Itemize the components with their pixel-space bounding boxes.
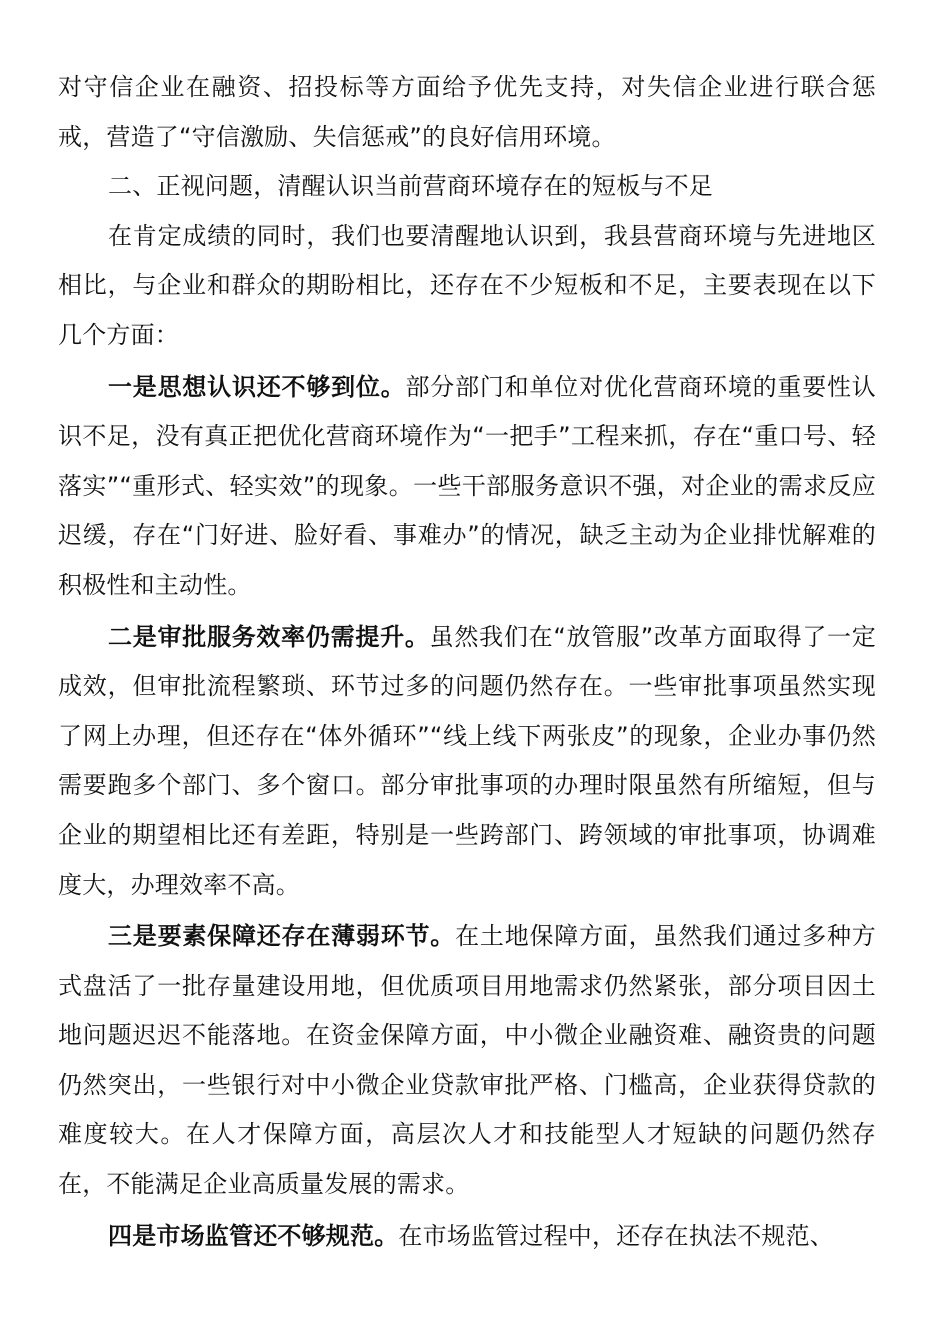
section-heading [58, 162, 876, 212]
paragraph-text: 在市场监管过程中，还存在执法不规范、 [398, 1221, 835, 1250]
paragraph-point-1 [58, 363, 876, 611]
paragraph-text: 在土地保障方面，虽然我们通过多种方式盘活了一批存量建设用地，但优质项目用地需求仍然紧张，部分项目因土地问题迟迟不能落地。在资金保障方面，中小微企业融资难、融资贵的问题仍然突出，一些银行对中小微企业贷款审批严格、门槛高，企业获得贷款的难度较大。在人才保障方面，高层次人才和技能型人才短缺的问题仍然存在，不能满足企业高质量发展的需求。 [58, 922, 876, 1199]
paragraph-point-3 [58, 912, 876, 1210]
point-lead: 二是审批服务效率仍需提升。 [108, 622, 430, 651]
paragraph-intro [58, 212, 876, 361]
paragraph-text: 在肯定成绩的同时，我们也要清醒地认识到，我县营商环境与先进地区相比，与企业和群众的期盼相比，还存在不少短板和不足，主要表现在以下几个方面： [58, 221, 876, 349]
paragraph-credit-environment [58, 63, 876, 162]
point-lead: 四是市场监管还不够规范。 [108, 1221, 399, 1250]
paragraph-text: 虽然我们在“放管服”改革方面取得了一定成效，但审批流程繁琐、环节过多的问题仍然存在。一些审批事项虽然实现了网上办理，但还存在“体外循环”“线上线下两张皮”的现象，企业办事仍然需要跑多个部门、多个窗口。部分审批事项的办理时限虽然有所缩短，但与企业的期望相比还有差距，特别是一些跨部门、跨领域的审批事项，协调难度大，办理效率不高。 [58, 622, 876, 899]
point-lead: 一是思想认识还不够到位。 [108, 372, 406, 401]
paragraph-text: 对守信企业在融资、招投标等方面给予优先支持，对失信企业进行联合惩戒，营造了“守信激励、失信惩戒”的良好信用环境。 [58, 73, 876, 151]
section-heading-text: 二、正视问题，清醒认识当前营商环境存在的短板与不足 [108, 172, 713, 201]
paragraph-point-2 [58, 613, 876, 911]
paragraph-text: 部分部门和单位对优化营商环境的重要性认识不足，没有真正把优化营商环境作为“一把手”工程来抓，存在“重口号、轻落实”“重形式、轻实效”的现象。一些干部服务意识不强，对企业的需求反应迟缓，存在“门好进、脸好看、事难办”的情况，缺乏主动为企业排忧解难的积极性和主动性。 [58, 372, 876, 599]
point-lead: 三是要素保障还存在薄弱环节。 [108, 922, 456, 951]
document-page [58, 63, 876, 1261]
paragraph-point-4 [58, 1212, 876, 1262]
